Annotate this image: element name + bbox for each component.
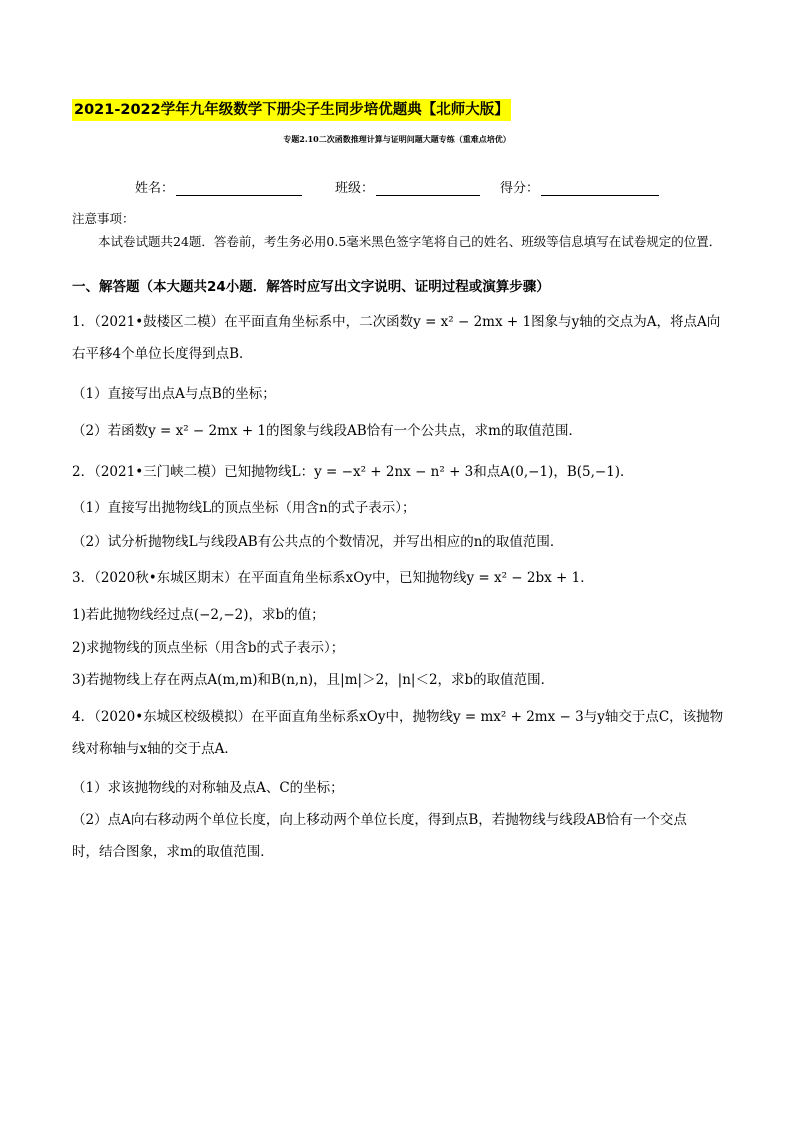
notes-label: 注意事项： <box>72 211 135 226</box>
question-4-part-1: （1）求该抛物线的对称轴及点A、C的坐标； <box>72 780 344 796</box>
question-3-part-3: 3)若抛物线上存在两点A(m,m)和B(n,n)，且|m|＞2，|n|＜2，求b的取值范围． <box>72 672 555 688</box>
question-1-stem-line2: 右平移4个单位长度得到点B． <box>72 346 253 362</box>
class-label: 班级： <box>335 181 375 196</box>
question-1 <box>72 308 726 368</box>
class-field <box>335 177 480 196</box>
notes-text: 本试卷试题共24题．答卷前，考生务必用0.5毫米黑色签字笔将自己的姓名、班级等信息填写在试卷规定的位置． <box>98 234 722 249</box>
question-4 <box>72 703 726 763</box>
question-4-part-2: （2）点A向右移动两个单位长度，向上移动两个单位长度，得到点B，若抛物线与线段AB恰有一个交点 <box>72 812 687 828</box>
name-label: 姓名： <box>135 181 175 196</box>
name-blank-line[interactable] <box>176 179 302 196</box>
question-4-stem-line2: 线对称轴与x轴的交于点A． <box>72 741 238 757</box>
question-1-stem-line1: 1．（2021•鼓楼区二模）在平面直角坐标系中，二次函数y = x² − 2mx + 1图象与y轴的交点为A，将点A向 <box>72 314 721 330</box>
section-heading: 一、解答题（本大题共24小题．解答时应写出文字说明、证明过程或演算步骤） <box>72 279 550 295</box>
score-field <box>500 177 659 196</box>
question-2-part-1: （1）直接写出抛物线L的顶点坐标（用含n的式子表示）； <box>72 500 416 516</box>
question-2-stem: 2．（2021•三门峡二模）已知抛物线L：y = −x² + 2nx − n² + 3和点A(0,−1)，B(5,−1)． <box>72 464 634 480</box>
class-blank-line[interactable] <box>376 179 480 196</box>
question-1-part-2: （2）若函数y = x² − 2mx + 1的图象与线段AB恰有一个公共点，求m的取值范围． <box>72 423 582 439</box>
question-4-part-2-cont: 时，结合图象，求m的取值范围． <box>72 844 274 860</box>
question-3-stem: 3．（2020秋•东城区期末）在平面直角坐标系xOy中，已知抛物线y = x² − 2bx + 1． <box>72 570 594 586</box>
question-3-part-2: 2)求抛物线的顶点坐标（用含b的式子表示）； <box>72 640 345 656</box>
score-blank-line[interactable] <box>541 179 659 196</box>
series-banner: 2021-2022学年九年级数学下册尖子生同步培优题典【北师大版】 <box>72 99 511 121</box>
question-2-part-2: （2）试分析抛物线L与线段AB有公共点的个数情况，并写出相应的n的取值范围． <box>72 534 564 550</box>
document-title: 专题2.10二次函数推理计算与证明问题大题专练（重难点培优） <box>283 134 511 144</box>
question-3-part-1: 1)若此抛物线经过点(−2,−2)，求b的值； <box>72 607 325 623</box>
name-field <box>135 177 302 196</box>
score-label: 得分： <box>500 181 540 196</box>
question-4-stem-line1: 4．（2020•东城区校级模拟）在平面直角坐标系xOy中，抛物线y = mx² + 2mx − 3与y轴交于点C，该抛物 <box>72 709 724 725</box>
question-1-part-1: （1）直接写出点A与点B的坐标； <box>72 386 276 402</box>
